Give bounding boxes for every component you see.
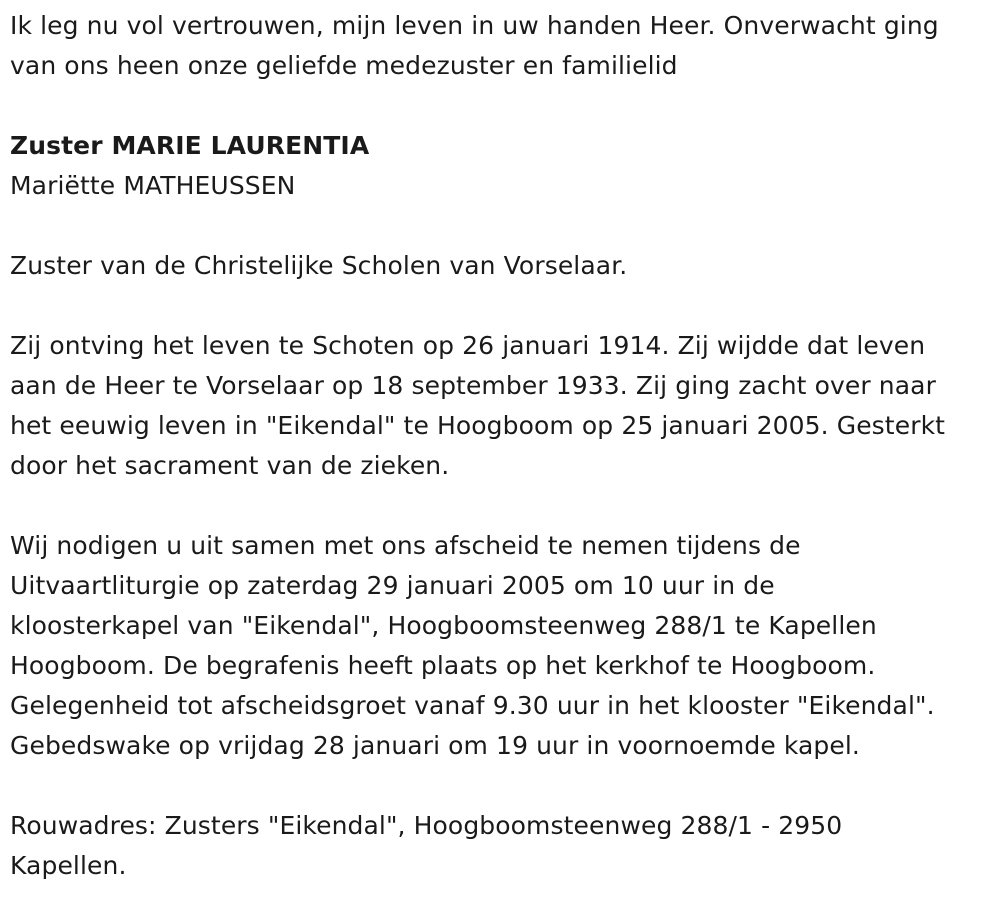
life-line-3: het eeuwig leven in "Eikendal" te Hoogboom op 25 januari 2005. Gesterkt	[10, 411, 946, 440]
spacer	[10, 86, 995, 126]
life-line-2: aan de Heer te Vorselaar op 18 september 1933. Zij ging zacht over naar	[10, 371, 936, 400]
life-line-1: Zij ontving het leven te Schoten op 26 januari 1914. Zij wijdde dat leven	[10, 331, 926, 360]
funeral-line-5: Gelegenheid tot afscheidsgroet vanaf 9.30 uur in het klooster "Eikendal".	[10, 691, 935, 720]
spacer	[10, 766, 995, 806]
spacer	[10, 486, 995, 526]
funeral-line-6: Gebedswake op vrijdag 28 januari om 19 uur in voornoemde kapel.	[10, 731, 860, 760]
funeral-line-2: Uitvaartliturgie op zaterdag 29 januari 2005 om 10 uur in de	[10, 571, 775, 600]
intro-line-2: van ons heen onze geliefde medezuster en familielid	[10, 51, 678, 80]
address-line-1: Rouwadres: Zusters "Eikendal", Hoogboomsteenweg 288/1 - 2950	[10, 811, 843, 840]
civil-name: Mariëtte MATHEUSSEN	[10, 171, 296, 200]
intro-line-1: Ik leg nu vol vertrouwen, mijn leven in uw handen Heer. Onverwacht ging	[10, 11, 939, 40]
funeral-line-4: Hoogboom. De begrafenis heeft plaats op het kerkhof te Hoogboom.	[10, 651, 876, 680]
spacer	[10, 286, 995, 326]
spacer	[10, 206, 995, 246]
religious-name: Zuster MARIE LAURENTIA	[10, 131, 370, 160]
congregation: Zuster van de Christelijke Scholen van Vorselaar.	[10, 251, 628, 280]
obituary-text	[10, 6, 995, 886]
life-line-4: door het sacrament van de zieken.	[10, 451, 450, 480]
address-line-2: Kapellen.	[10, 851, 127, 880]
funeral-line-1: Wij nodigen u uit samen met ons afscheid te nemen tijdens de	[10, 531, 801, 560]
funeral-line-3: kloosterkapel van "Eikendal", Hoogboomsteenweg 288/1 te Kapellen	[10, 611, 877, 640]
